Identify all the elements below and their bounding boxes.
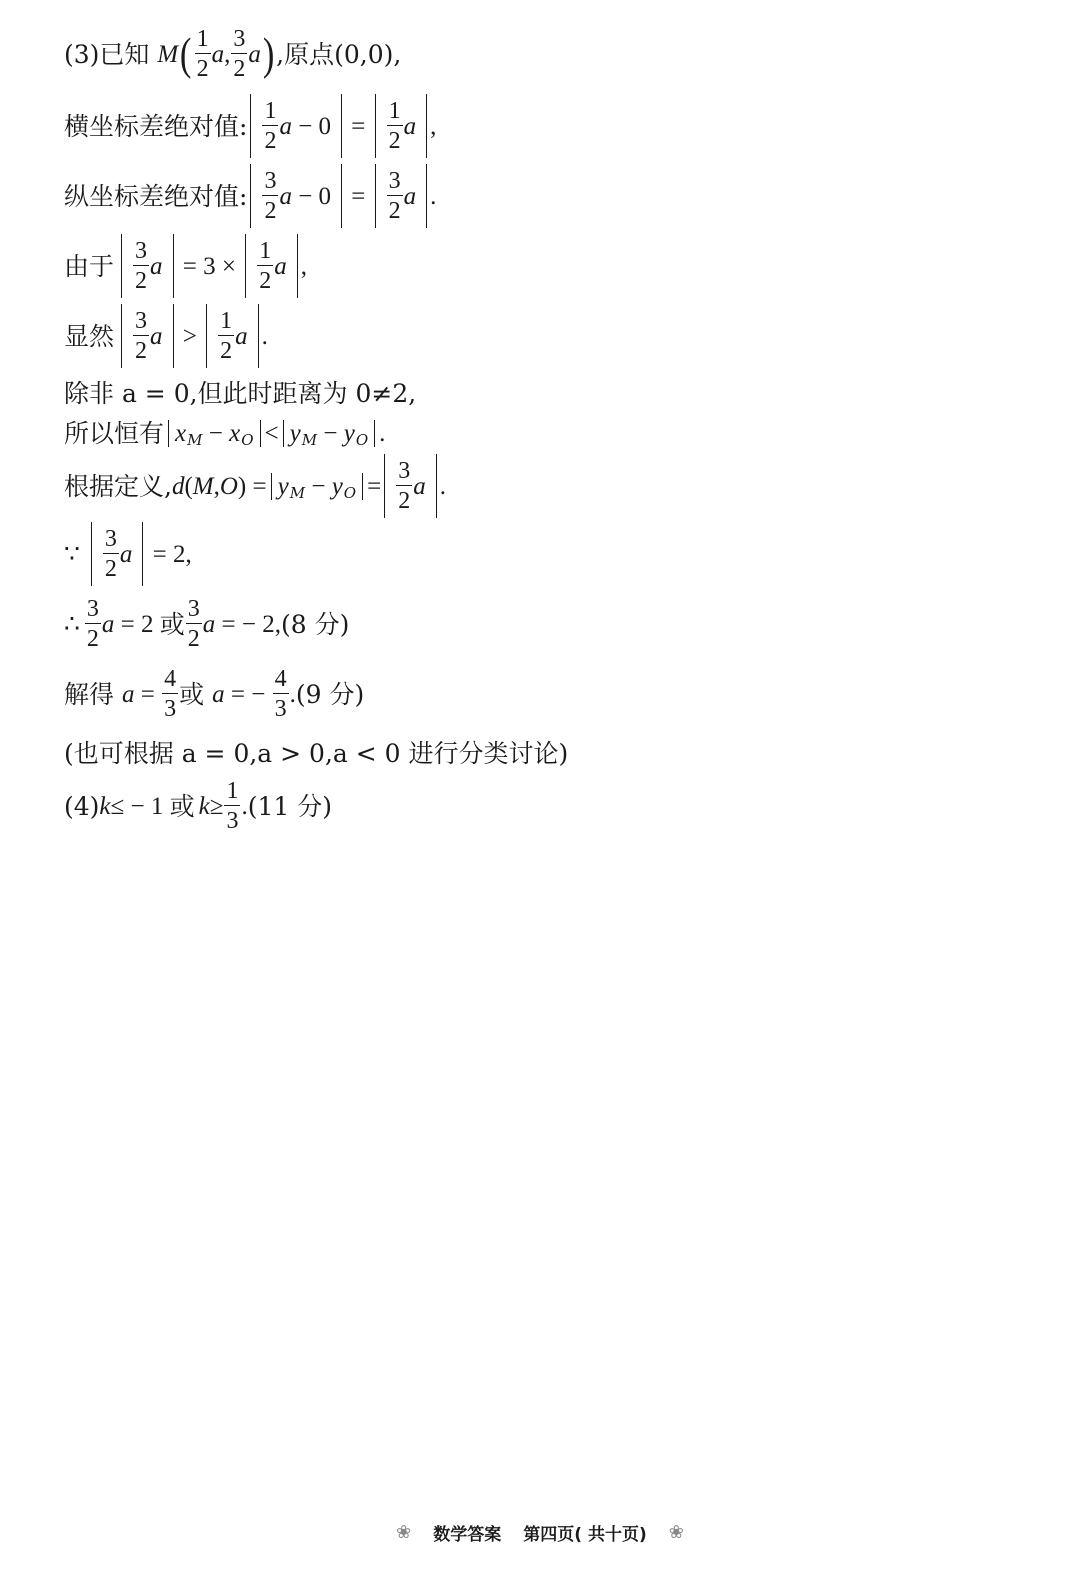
because-symbol: ∵	[64, 540, 80, 568]
absolute-value: $\frac{3}{2}$ a	[121, 234, 174, 298]
footer-page: 第四页( 共十页)	[523, 1525, 647, 1545]
symbol-m: M	[157, 40, 179, 68]
page-footer	[0, 1520, 1080, 1545]
line-therefore: ∴ $\frac{3}{2}$ a = 2 或 $\frac{3}{2}$ a = − 2, (8 分)	[64, 596, 350, 652]
absolute-value: $\frac{3}{2}$ a − 0	[250, 164, 342, 228]
fraction: $\frac{1}{2}$	[196, 26, 209, 82]
line-prefix: (4)	[64, 791, 100, 821]
score: (11 分)	[247, 791, 332, 821]
absolute-value: $\frac{1}{2}$ a	[375, 94, 428, 158]
line-solve: 解得 a = $\frac{4}{3}$ 或 a = − $\frac{4}{3}$ . (9 分)	[64, 666, 365, 722]
line-note	[64, 738, 568, 768]
line-y-diff: 纵坐标差绝对值: $\frac{3}{2}$ a − 0 = $\frac{3}{2}$ a .	[64, 168, 436, 224]
score: (9 分)	[295, 679, 365, 709]
line-label: 由于	[64, 251, 115, 281]
line-label: 纵坐标差绝对值:	[64, 181, 248, 211]
line-text: 除非 a = 0,但此时距离为 0≠2,	[64, 378, 417, 408]
line-obviously: 显然 $\frac{3}{2}$ a > $\frac{1}{2}$ a .	[64, 308, 268, 364]
absolute-value: y M − y O	[271, 473, 364, 500]
footer-title: 数学答案	[433, 1525, 502, 1545]
absolute-value: $\frac{3}{2}$ a	[384, 454, 437, 518]
line-always: 所以恒有 x M − x O < y M − y O .	[64, 418, 386, 449]
absolute-value: $\frac{1}{2}$ a	[206, 304, 259, 368]
flower-ornament-icon: ❀	[668, 1522, 684, 1543]
line-suffix: ,原点(0,0),	[276, 39, 402, 69]
line-because: ∵ $\frac{3}{2}$ a = 2,	[64, 526, 192, 582]
absolute-value: y M − y O	[283, 420, 376, 447]
line-since: 由于 $\frac{3}{2}$ a = 3 × $\frac{1}{2}$ a ,	[64, 238, 307, 294]
absolute-value: x M − x O	[168, 420, 261, 447]
fraction: $\frac{3}{2}$	[233, 26, 246, 82]
line-definition: 根据定义, d ( M , O ) = y M − y O = $\frac{3}{2}$ a .	[64, 458, 446, 514]
absolute-value: $\frac{1}{2}$ a − 0	[250, 94, 342, 158]
score: (8 分)	[280, 609, 350, 639]
absolute-value: $\frac{3}{2}$ a	[121, 304, 174, 368]
line-label: 横坐标差绝对值:	[64, 111, 248, 141]
line-text: (也可根据 a = 0,a > 0,a < 0 进行分类讨论)	[64, 738, 569, 768]
absolute-value: $\frac{1}{2}$ a	[245, 234, 298, 298]
line-x-diff: 横坐标差绝对值: $\frac{1}{2}$ a − 0 = $\frac{1}{2}$ a ,	[64, 98, 436, 154]
line-label: 所以恒有	[64, 418, 165, 448]
line-unless	[64, 378, 416, 408]
absolute-value: $\frac{3}{2}$ a	[91, 522, 144, 586]
line-label: 解得	[64, 679, 115, 709]
or-word: 或	[159, 609, 185, 639]
or-word: 或	[179, 679, 205, 709]
or-word: 或	[169, 791, 195, 821]
therefore-symbol: ∴	[64, 610, 80, 638]
flower-ornament-icon: ❀	[396, 1522, 412, 1543]
line-known-point: (3)已知 M ( $\frac{1}{2}$ a , $\frac{3}{2}$ a ) ,原点(0,0),	[64, 26, 402, 82]
line-label: 根据定义,	[64, 471, 172, 501]
line-prefix: (3)已知	[64, 39, 150, 69]
absolute-value: $\frac{3}{2}$ a	[375, 164, 428, 228]
line-label: 显然	[64, 321, 115, 351]
line-part4: (4) k ≤ − 1 或 k ≥ $\frac{1}{3}$ . (11 分)	[64, 778, 332, 834]
